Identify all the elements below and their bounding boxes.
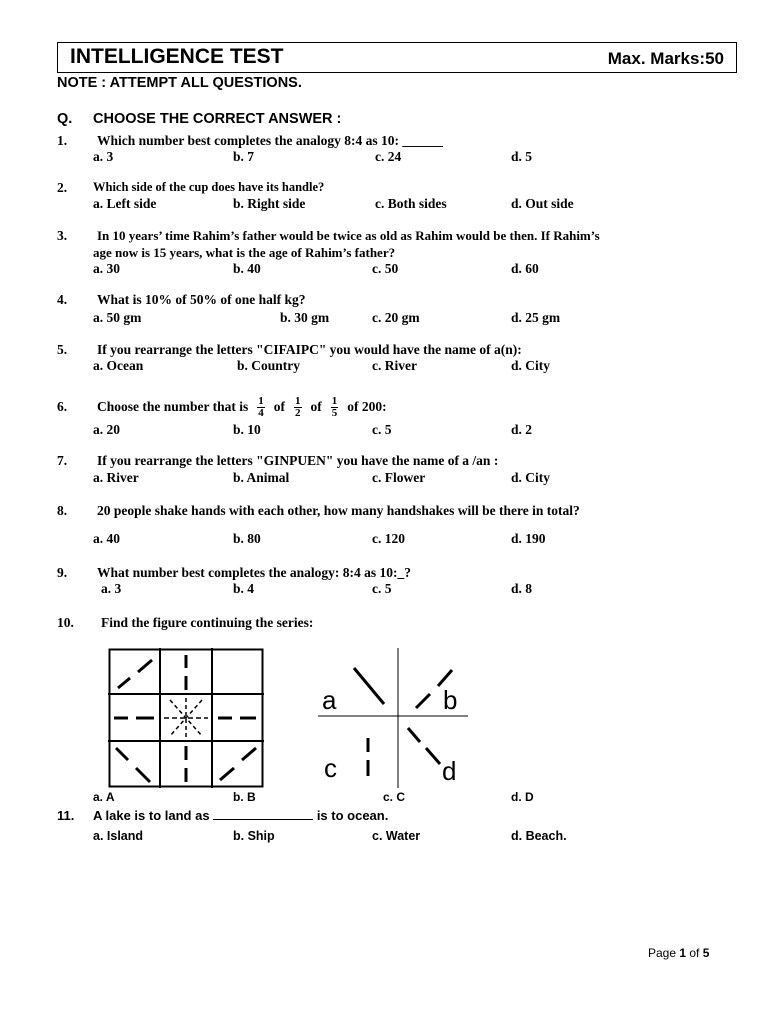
question-number: 11. (57, 808, 75, 823)
option-d: d. Beach. (511, 829, 567, 843)
option-b: b. Country (237, 358, 301, 373)
of-label: of (686, 946, 703, 960)
question-number: 1. (57, 133, 68, 148)
page-number (648, 946, 709, 960)
note: NOTE : ATTEMPT ALL QUESTIONS. (57, 75, 302, 91)
option-d: d. 190 (511, 531, 546, 546)
question-text: 20 people shake hands with each other, how many handshakes will be there in total? (97, 503, 580, 518)
page-current: 1 (679, 946, 687, 960)
option-b: b. Right side (233, 196, 306, 211)
question-text: Which number best completes the analogy 8:4 as 10: ______ (97, 133, 443, 148)
option-b: b. 80 (233, 531, 261, 546)
question-text-pre: A lake is to land as (93, 808, 210, 823)
question-text: If you rearrange the letters "GINPUEN" you have the name of a /an : (97, 453, 499, 468)
header-box (57, 42, 737, 73)
dash-stroke (116, 748, 128, 760)
question-text (93, 808, 388, 823)
question-number: 9. (57, 565, 68, 580)
question-text-pre: Choose the number that is (97, 399, 249, 414)
option-d: d. 8 (511, 581, 533, 596)
answer-blank (213, 808, 313, 820)
fraction-one-fifth (331, 396, 339, 419)
option-d: d. City (511, 470, 551, 485)
question-text-line2: age now is 15 years, what is the age of Rahim’s father? (93, 245, 396, 260)
option-a: a. 50 gm (93, 310, 142, 325)
option-c: c. 5 (372, 422, 392, 437)
figure-label-b: b (443, 685, 458, 715)
option-d: d. 2 (511, 422, 533, 437)
figure-label-d: d (442, 756, 457, 786)
question-text-line1: In 10 years’ time Rahim’s father would be twice as old as Rahim would be then. If Rahim’s (97, 228, 600, 243)
option-b: b. 7 (233, 149, 255, 164)
max-marks: Max. Marks:50 (607, 49, 724, 68)
option-a: a. River (93, 470, 139, 485)
dash-stroke (136, 768, 150, 782)
question-number: 4. (57, 292, 68, 307)
option-c: c. River (372, 358, 417, 373)
fraction-denominator: 5 (331, 406, 338, 419)
option-b: b. 30 gm (280, 310, 330, 325)
figure-label-c: c (324, 753, 337, 783)
question-number: 5. (57, 342, 68, 357)
fraction-numerator: 1 (295, 394, 301, 407)
figure-b-stroke (416, 694, 430, 708)
figure-d-stroke (408, 728, 420, 742)
question-text-post: of 200: (347, 399, 387, 414)
option-a: a. 3 (93, 149, 114, 164)
option-b: b. Ship (233, 829, 275, 843)
option-d: d. Out side (511, 196, 574, 211)
question-number: 7. (57, 453, 68, 468)
page-total: 5 (702, 946, 710, 960)
option-b: b. 4 (233, 581, 255, 596)
fraction-denominator: 4 (258, 406, 264, 419)
option-a: a. 30 (93, 261, 120, 276)
of-word: of (273, 399, 286, 414)
figure-d-stroke (426, 748, 440, 764)
option-a: a. Ocean (93, 358, 144, 373)
question-text: Find the figure continuing the series: (101, 615, 314, 630)
option-a: a. 40 (93, 531, 120, 546)
option-d: d. 25 gm (511, 310, 561, 325)
option-a: a. Left side (93, 196, 157, 211)
question-text: If you rearrange the letters "CIFAIPC" you would have the name of a(n): (97, 342, 522, 357)
option-a: a. Island (93, 829, 144, 843)
fraction-numerator: 1 (331, 394, 338, 407)
option-b: b. 10 (233, 422, 261, 437)
figure-b-stroke (438, 670, 452, 686)
dash-stroke (220, 768, 234, 780)
question-text (97, 390, 387, 424)
series-grid-figure (108, 648, 264, 788)
question-number: 3. (57, 228, 68, 243)
option-a: a. A (93, 790, 115, 804)
option-c: c. 24 (375, 149, 402, 164)
option-b: b. Animal (233, 470, 290, 485)
question-text: What is 10% of 50% of one half kg? (97, 292, 306, 307)
fraction-one-fourth (257, 396, 265, 419)
of-word: of (310, 399, 322, 414)
question-number: 6. (57, 399, 68, 414)
option-d: d. D (511, 790, 534, 804)
option-a: a. 20 (93, 422, 120, 437)
option-c: c. 50 (372, 261, 399, 276)
option-c: c. Water (372, 829, 421, 843)
section-title: CHOOSE THE CORRECT ANSWER : (93, 111, 342, 127)
option-b: b. B (233, 790, 256, 804)
figure-a-stroke (354, 668, 384, 704)
page-label: Page (648, 946, 680, 960)
option-d: d. 5 (511, 149, 533, 164)
fraction-numerator: 1 (258, 394, 264, 407)
option-c: c. 120 (372, 531, 405, 546)
option-d: d. 60 (511, 261, 539, 276)
question-number: 2. (57, 180, 68, 195)
option-b: b. 40 (233, 261, 261, 276)
question-number: 10. (57, 615, 74, 630)
option-d: d. City (511, 358, 551, 373)
figure-label-a: a (322, 685, 337, 715)
fraction-one-half (294, 396, 302, 419)
option-c: c. Both sides (375, 196, 447, 211)
question-number: 8. (57, 503, 68, 518)
option-c: c. C (383, 790, 406, 804)
test-title: INTELLIGENCE TEST (70, 45, 284, 68)
dash-stroke (242, 748, 256, 760)
question-text: Which side of the cup does have its handle? (93, 180, 325, 194)
option-c: c. 20 gm (372, 310, 420, 325)
option-a: a. 3 (101, 581, 122, 596)
option-c: c. 5 (372, 581, 392, 596)
section-label: Q. (57, 111, 73, 127)
question-text: What number best completes the analogy: 8:4 as 10:_? (97, 565, 411, 580)
dash-stroke (118, 678, 130, 688)
option-c: c. Flower (372, 470, 426, 485)
question-text-post: is to ocean. (316, 808, 389, 823)
dash-stroke (138, 660, 152, 672)
fraction-denominator: 2 (295, 406, 301, 419)
